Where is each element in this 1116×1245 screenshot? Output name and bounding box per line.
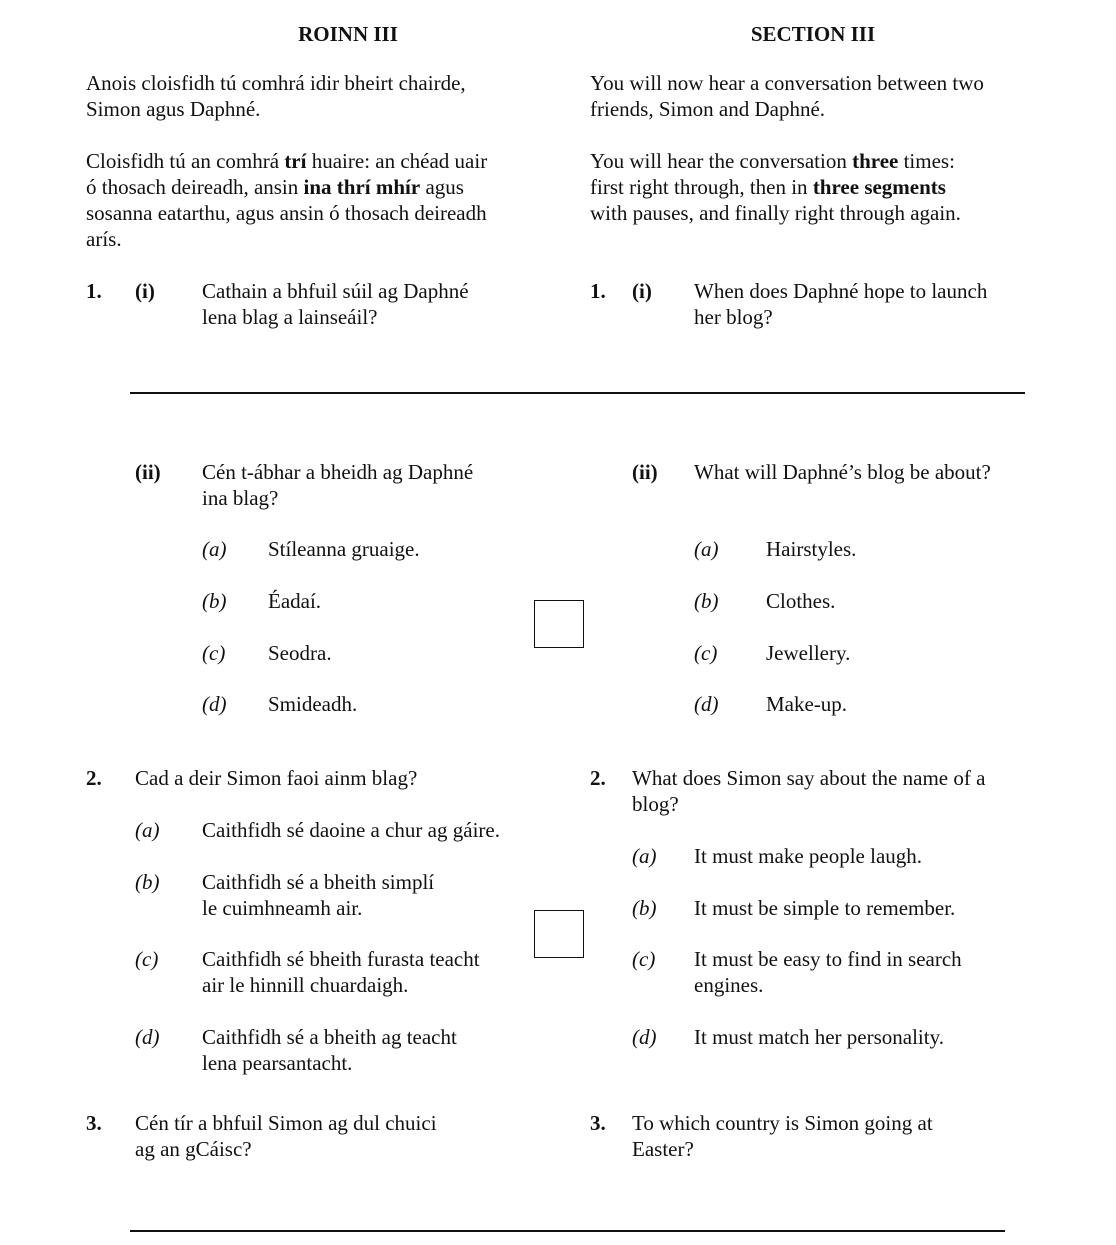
option-letter: (c): [694, 641, 718, 665]
option-letter: (a): [135, 818, 160, 842]
instruction-text: arís.: [86, 227, 122, 251]
instruction-line: [86, 148, 487, 174]
instruction-text: ó thosach deireadh, ansin: [86, 175, 304, 199]
english-intro-line: friends, Simon and Daphné.: [590, 97, 826, 121]
instruction-emphasis: three segments: [812, 175, 946, 199]
english-q2-number: 2.: [590, 766, 606, 790]
option-line: engines.: [694, 973, 764, 997]
irish-q1-i-text: [202, 278, 469, 330]
instruction-text: huaire: an chéad uair: [306, 149, 488, 173]
instruction-line: [590, 148, 961, 174]
question-line: Cén t-ábhar a bheidh ag Daphné: [202, 460, 474, 484]
irish-intro-line: Simon agus Daphné.: [86, 97, 261, 121]
option-text: Make-up.: [766, 692, 848, 716]
english-instructions: [590, 148, 961, 226]
question-line: Cathain a bhfuil súil ag Daphné: [202, 279, 469, 303]
english-intro: [590, 70, 984, 122]
question-line: Cén tír a bhfuil Simon ag dul chuici: [135, 1111, 437, 1135]
q2-answer-box[interactable]: [534, 910, 584, 958]
irish-q1-i-label: (i): [135, 279, 155, 303]
question-line: lena blag a lainseáil?: [202, 305, 378, 329]
option-letter: (a): [632, 844, 657, 868]
instruction-text: You will hear the conversation: [590, 149, 853, 173]
q1-ii-answer-box[interactable]: [534, 600, 584, 648]
english-q1-i-label: (i): [632, 279, 652, 303]
option-letter: (d): [202, 692, 227, 716]
option-letter: (a): [202, 537, 227, 561]
question-line: her blog?: [694, 305, 773, 329]
option-text: [202, 869, 434, 921]
option-letter: (d): [694, 692, 719, 716]
option-letter: (c): [135, 947, 159, 971]
english-q1-ii-text: What will Daphné’s blog be about?: [694, 460, 991, 484]
option-line: lena pearsantacht.: [202, 1051, 353, 1075]
q1-answer-line[interactable]: [130, 392, 1025, 394]
option-text: [694, 946, 962, 998]
option-line: Caithfidh sé a bheith simplí: [202, 870, 435, 894]
irish-intro: [86, 70, 466, 122]
option-text: Hairstyles.: [766, 537, 857, 561]
irish-q1-ii-text: [202, 459, 473, 511]
option-line: It must be easy to find in search: [694, 947, 962, 971]
english-q3-text: [632, 1110, 933, 1162]
option-letter: (d): [135, 1025, 160, 1049]
option-text: It must be simple to remember.: [694, 896, 956, 920]
irish-intro-line: Anois cloisfidh tú comhrá idir bheirt chairde,: [86, 71, 466, 95]
q3-answer-line[interactable]: [130, 1230, 1005, 1232]
english-q1-ii-label: (ii): [632, 460, 658, 484]
instruction-line: [86, 200, 487, 226]
english-intro-line: You will now hear a conversation between two: [590, 71, 984, 95]
option-letter: (b): [202, 589, 227, 613]
option-line: Caithfidh sé a bheith ag teacht: [202, 1025, 457, 1049]
option-letter: (c): [202, 641, 226, 665]
option-text: [202, 1024, 457, 1076]
irish-q2-number: 2.: [86, 766, 102, 790]
irish-q1-ii-label: (ii): [135, 460, 161, 484]
english-q2-text: [632, 765, 985, 817]
option-text: Smideadh.: [268, 692, 358, 716]
option-text: Jewellery.: [766, 641, 851, 665]
instruction-text: first right through, then in: [590, 175, 813, 199]
question-line: ina blag?: [202, 486, 279, 510]
option-text: It must match her personality.: [694, 1025, 944, 1049]
question-line: blog?: [632, 792, 679, 816]
irish-q1-number: 1.: [86, 279, 102, 303]
option-letter: (b): [135, 870, 160, 894]
option-text: [202, 946, 480, 998]
english-q1-number: 1.: [590, 279, 606, 303]
option-text: Clothes.: [766, 589, 836, 613]
option-line: Caithfidh sé daoine a chur ag gáire.: [202, 818, 500, 842]
question-line: When does Daphné hope to launch: [694, 279, 988, 303]
instruction-emphasis: ina thrí mhír: [303, 175, 421, 199]
question-line: Easter?: [632, 1137, 694, 1161]
irish-q3-number: 3.: [86, 1111, 102, 1135]
question-line: ag an gCáisc?: [135, 1137, 252, 1161]
instruction-line: [86, 226, 487, 252]
question-line: What does Simon say about the name of a: [632, 766, 986, 790]
english-q3-number: 3.: [590, 1111, 606, 1135]
irish-q2-text: Cad a deir Simon faoi ainm blag?: [135, 766, 418, 790]
instruction-emphasis: trí: [284, 149, 307, 173]
english-q1-i-text: [694, 278, 987, 330]
instruction-text: sosanna eatarthu, agus ansin ó thosach deireadh: [86, 201, 487, 225]
irish-instructions: [86, 148, 487, 252]
option-text: Stíleanna gruaige.: [268, 537, 420, 561]
option-text: It must make people laugh.: [694, 844, 923, 868]
instruction-text: times:: [898, 149, 955, 173]
instruction-line: [86, 174, 487, 200]
option-letter: (b): [632, 896, 657, 920]
instruction-line: [590, 174, 961, 200]
option-letter: (d): [632, 1025, 657, 1049]
instruction-text: with pauses, and finally right through again.: [590, 201, 961, 225]
irish-q3-text: [135, 1110, 437, 1162]
option-text: [202, 817, 500, 843]
option-line: air le hinnill chuardaigh.: [202, 973, 409, 997]
option-letter: (b): [694, 589, 719, 613]
option-line: Caithfidh sé bheith furasta teacht: [202, 947, 480, 971]
english-section-heading: SECTION III: [750, 22, 876, 46]
instruction-text: agus: [420, 175, 464, 199]
irish-section-heading: ROINN III: [298, 22, 398, 46]
option-line: le cuimhneamh air.: [202, 896, 363, 920]
option-letter: (a): [694, 537, 719, 561]
option-letter: (c): [632, 947, 656, 971]
option-text: Éadaí.: [268, 589, 322, 613]
instruction-line: [590, 200, 961, 226]
instruction-emphasis: three: [852, 149, 899, 173]
option-text: Seodra.: [268, 641, 332, 665]
question-line: To which country is Simon going at: [632, 1111, 933, 1135]
instruction-text: Cloisfidh tú an comhrá: [86, 149, 285, 173]
